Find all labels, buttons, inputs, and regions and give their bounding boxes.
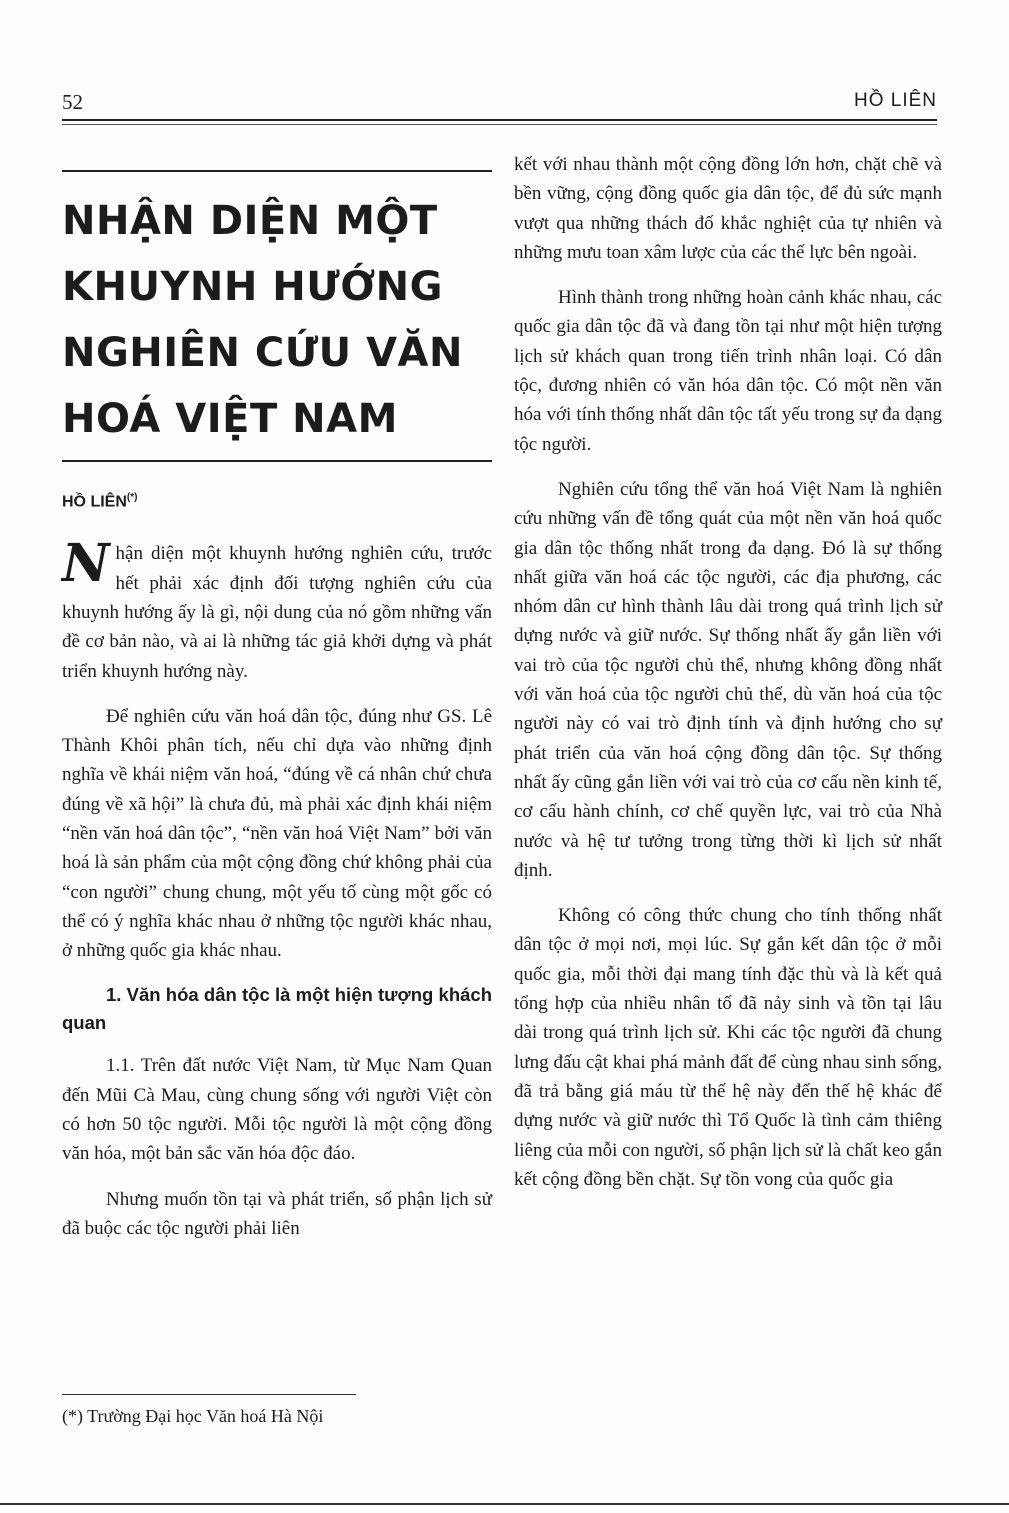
body-paragraph: Nhưng muốn tồn tại và phát triển, số phận lịch sử đã buộc các tộc người phải liên [62, 1188, 492, 1239]
article-title [62, 188, 492, 452]
intro-paragraph [62, 533, 492, 685]
title-line: HOÁ VIỆT NAM [62, 396, 398, 442]
title-line: NHẬN DIỆN MỘT [62, 198, 438, 244]
header-rule [62, 119, 937, 121]
body-paragraph: Để nghiên cứu văn hoá dân tộc, đúng như GS. Lê Thành Khôi phân tích, nếu chỉ dựa vào những định nghĩa về khái niệm văn hoá, “đúng về cá nhân chứ chưa đúng về xã hội” là chưa đủ, mà phải xác định khái niệm “nền văn hoá dân tộc”, “nền văn hoá Việt Nam” bởi văn hoá là sản phẩm của một cộng đồng chứ không phải của “con người” chung chung, một yếu tố cùng một gốc có thể có ý nghĩa khác nhau ở những tộc người khác nhau, ở những quốc gia khác nhau. [62, 705, 492, 962]
footnote: (*) Trường Đại học Văn hoá Hà Nội [62, 1406, 324, 1426]
page-number: 52 [62, 90, 83, 114]
footnote-rule [62, 1394, 356, 1395]
right-column [514, 150, 942, 1210]
author-byline [62, 492, 492, 511]
author-name: HỒ LIÊN [62, 493, 127, 511]
drop-cap: N [62, 533, 110, 595]
title-line: NGHIÊN CỨU VĂN [62, 330, 463, 376]
body-paragraph: Nghiên cứu tổng thể văn hoá Việt Nam là nghiên cứu những vấn đề tổng quát của một nền văn hoá quốc gia dân tộc thống nhất trong đa dạng. Đó là sự thống nhất giữa văn hoá các tộc người, các địa phương, các nhóm dân cư hình thành lâu dài trong quá trình lịch sử dựng nước và giữ nước. Sự thống nhất ấy gắn liền với vai trò của tộc người chủ thể, nhưng không đồng nhất với văn hoá của tộc người chủ thể, dù văn hoá của tộc người này có vai trò định tính và định hướng cho sự phát triển của văn hoá cộng đồng dân tộc. Sự thống nhất ấy cũng gắn liền với vai trò của cơ cấu nền kinh tế, cơ cấu hành chính, cơ chế quyền lực, vai trò của Nhà nước và hệ tư tưởng trong từng thời kì lịch sử nhất định. [514, 478, 942, 881]
body-paragraph: Không có công thức chung cho tính thống nhất dân tộc ở mọi nơi, mọi lúc. Sự gắn kết dân tộc ở mỗi quốc gia, mỗi thời đại mang tính đặc thù và là kết quả tổng hợp của nhiều nhân tố đã nảy sinh và tồn tại lâu dài trong quá trình lịch sử. Khi các tộc người đã chung lưng đấu cật khai phá mảnh đất để cùng nhau sinh sống, đã trả bằng giá máu từ thế hệ này đến thế hệ khác để dựng nước và giữ nước thì Tổ Quốc là tình cảm thiêng liêng của mỗi con người, số phận lịch sử là chất keo gắn kết cộng đồng bền chặt. Sự tồn vong của quốc gia [514, 905, 942, 1190]
title-line: KHUYNH HƯỚNG [62, 264, 443, 310]
page-bottom-rule [0, 1503, 1009, 1505]
body-paragraph: kết với nhau thành một cộng đồng lớn hơn, chặt chẽ và bền vững, cộng đồng quốc gia dân tộc, để đủ sức mạnh vượt qua những thách đố khắc nghiệt của tự nhiên và những mưu toan xâm lược của các thế lực bên ngoài. [514, 154, 942, 263]
title-rule-bottom [62, 460, 492, 462]
title-rule-top [62, 170, 492, 172]
header-rule-thin [62, 124, 937, 125]
running-head: HỒ LIÊN [853, 90, 937, 111]
author-footnote-mark: (*) [126, 492, 138, 503]
left-column [62, 170, 492, 1259]
body-paragraph: Hình thành trong những hoàn cảnh khác nhau, các quốc gia dân tộc đã và đang tồn tại như một hiện tượng lịch sử khách quan trong tiến trình nhân loại. Có dân tộc, đương nhiên có văn hóa dân tộc. Có một nền văn hóa với tính thống nhất dân tộc tất yếu trong sự đa dạng tộc người. [514, 287, 942, 455]
body-paragraph: 1.1. Trên đất nước Việt Nam, từ Mục Nam Quan đến Mũi Cà Mau, cùng chung sống với người Việt còn có hơn 50 tộc người. Mỗi tộc người là một cộng đồng văn hóa, một bản sắc văn hóa độc đáo. [62, 1055, 492, 1165]
intro-text: hận diện một khuynh hướng nghiên cứu, trước hết phải xác định đối tượng nghiên cứu của khuynh hướng ấy là gì, nội dung của nó gồm những vấn đề cơ bản nào, và ai là những tác giả khởi dựng và phát triển khuynh hướng này. [62, 543, 492, 682]
section-heading: 1. Văn hóa dân tộc là một hiện tượng khách quan [62, 984, 492, 1034]
